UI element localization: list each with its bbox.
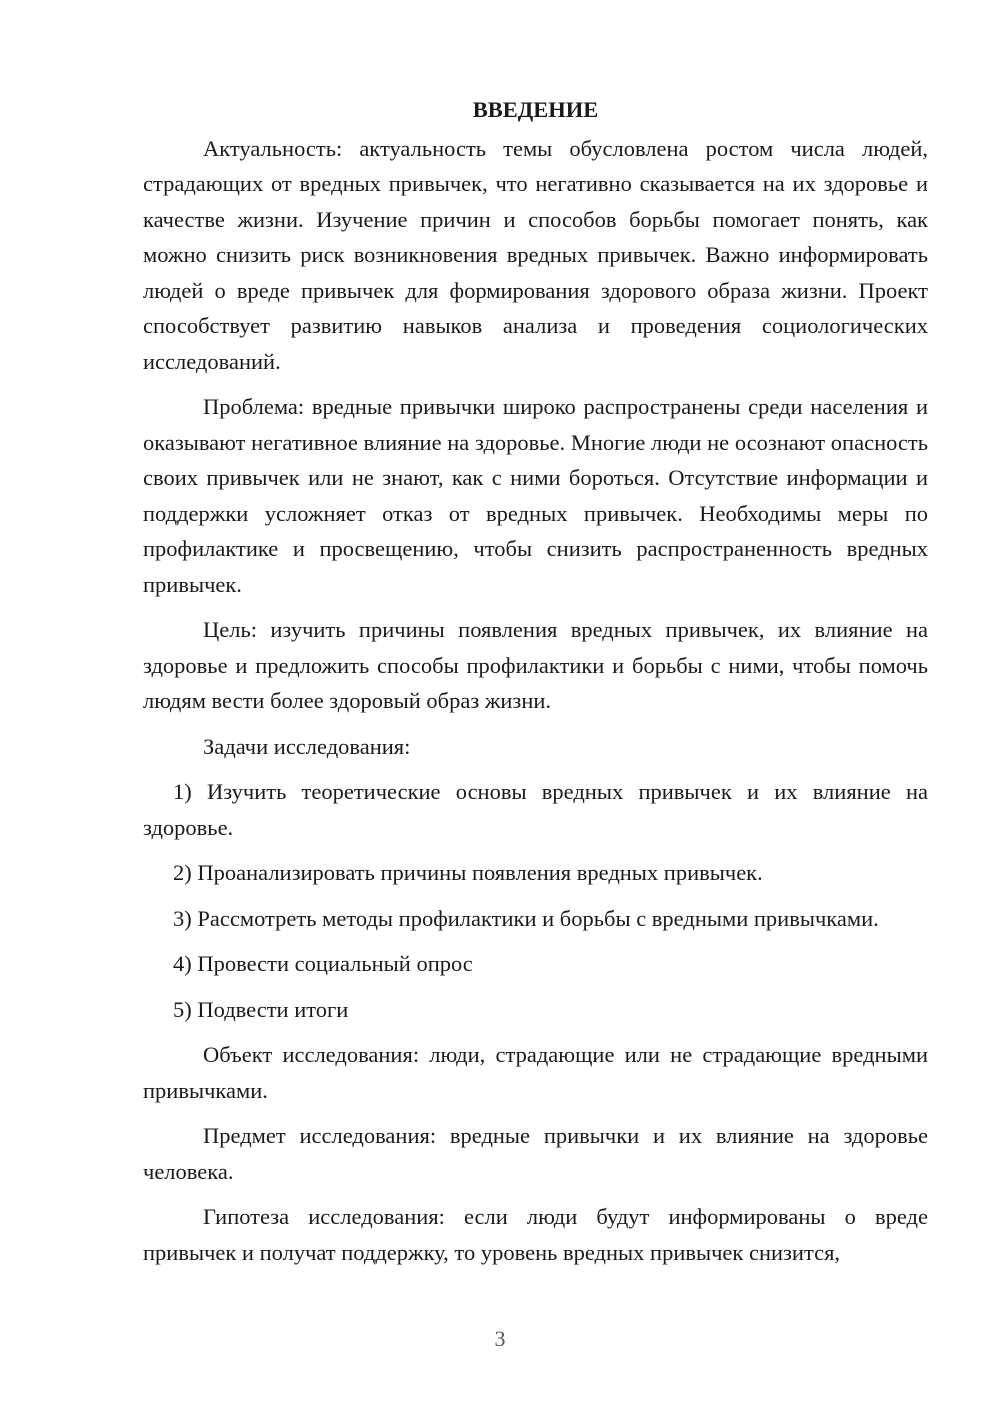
page-number: 3 [494, 1326, 506, 1351]
task-item-1: 1) Изучить теоретические основы вредных привычек и их влияние на здоровье. [143, 779, 928, 840]
paragraph-relevance: Актуальность: актуальность темы обусловлена ростом числа людей, страдающих от вредных привычек, что негативно сказывается на их здоровье и качестве жизни. Изучение причин и способов борьбы помогает понять, как можно снизить риск возникновения вредных привычек. Важно информировать людей о вреде привычек для формирования здорового образа жизни. Проект способствует развитию навыков анализа и проведения социологических исследований. [143, 135, 928, 374]
page-content [143, 92, 928, 1280]
task-item-3: 3) Рассмотреть методы профилактики и борьбы с вредными привычками. [173, 905, 879, 931]
task-item-5: 5) Подвести итоги [173, 996, 349, 1022]
paragraph-goal: Цель: изучить причины появления вредных привычек, их влияние на здоровье и предложить способы профилактики и борьбы с ними, чтобы помочь людям вести более здоровый образ жизни. [143, 617, 928, 713]
task-item-2: 2) Проанализировать причины появления вредных привычек. [173, 860, 763, 885]
paragraph-problem: Проблема: вредные привычки широко распространены среди населения и оказывают негативное влияние на здоровье. Многие люди не осознают опасность своих привычек или не знают, как с ними бороться. Отсутствие информации и поддержки усложняет отказ от вредных привычек. Необходимы меры по профилактике и просвещению, чтобы снизить распространенность вредных привычек. [143, 394, 928, 597]
task-item-4: 4) Провести социальный опрос [173, 951, 473, 976]
paragraph-subject: Предмет исследования: вредные привычки и их влияние на здоровье человека. [143, 1123, 928, 1184]
paragraph-hypothesis: Гипотеза исследования: если люди будут информированы о вреде привычек и получат поддержку, то уровень вредных привычек снизится, [143, 1204, 928, 1265]
page-title: ВВЕДЕНИЕ [472, 97, 599, 122]
tasks-heading: Задачи исследования: [203, 733, 411, 759]
paragraph-object: Объект исследования: люди, страдающие или не страдающие вредными привычками. [143, 1042, 928, 1103]
